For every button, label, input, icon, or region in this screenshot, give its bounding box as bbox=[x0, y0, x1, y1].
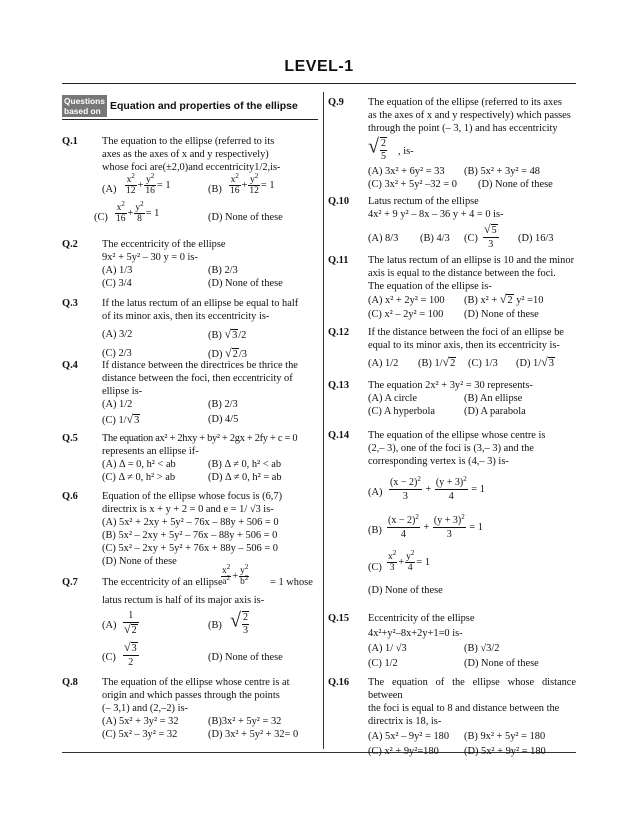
question-number: Q.16 bbox=[328, 677, 350, 688]
question-number: Q.5 bbox=[62, 433, 78, 444]
option-b-expr: $\frac{(x - 2)^2}{4}$ + $\frac{(y + 3)^2}{3}$ = 1 bbox=[388, 513, 483, 540]
option-b: (B) An ellipse bbox=[464, 393, 523, 404]
question-number: Q.6 bbox=[62, 491, 78, 502]
option-c: (C) Δ ≠ 0, h² > ab bbox=[102, 472, 176, 483]
question-stem: The equation of the ellipse whose centre is at bbox=[102, 677, 290, 688]
option-a: (A) 5x² – 9y² = 180 bbox=[368, 731, 450, 742]
option-a: (A) 5x² + 2xy + 5y² – 76x – 88y + 506 = 0 bbox=[102, 517, 279, 528]
option-a-label: (A) bbox=[368, 487, 383, 498]
option-d: (D) A parabola bbox=[464, 406, 526, 417]
option-d: (D) None of these bbox=[208, 212, 283, 223]
option-a-label: (A) bbox=[102, 184, 117, 195]
option-c: (C) 1/2 bbox=[368, 658, 398, 669]
option-d: (D) None of these bbox=[478, 179, 553, 190]
option-d: (D) 4/5 bbox=[208, 414, 239, 425]
option-b: (B) x² + √2 y² =10 bbox=[464, 292, 544, 306]
option-row bbox=[102, 172, 318, 203]
option-b-expr: √ $\frac{2}{3}$ bbox=[230, 609, 248, 636]
question-number: Q.9 bbox=[328, 97, 344, 108]
question-stem: If the latus rectum of an ellipse be equal to half bbox=[102, 298, 299, 309]
question-stem: The equation of the ellipse (referred to its axes bbox=[368, 97, 562, 108]
section-heading: Equation and properties of the ellipse bbox=[110, 100, 298, 112]
option-c: (C) 2/3 bbox=[102, 348, 132, 359]
option-b-label: (B) bbox=[208, 184, 222, 195]
option-row bbox=[368, 476, 576, 508]
question-number: Q.4 bbox=[62, 360, 78, 371]
option-b: (B) Δ ≠ 0, h² < ab bbox=[208, 459, 282, 470]
option-b-label: (B) bbox=[208, 620, 222, 631]
option-b: (B) 2/3 bbox=[208, 399, 238, 410]
option-row bbox=[368, 514, 576, 546]
question-stem: Equation of the ellipse whose focus is (6,7) bbox=[102, 491, 283, 502]
question-stem: The equation ax² + 2hxy + by² + 2gx + 2fy + c = 0 bbox=[102, 433, 298, 444]
title-rule bbox=[62, 83, 576, 84]
option-c: (C) 5x² – 3y² = 32 bbox=[102, 729, 178, 740]
option-d: (D) √2/3 bbox=[208, 346, 247, 360]
option-a: (A) 3/2 bbox=[102, 329, 133, 340]
option-a: (A) 8/3 bbox=[368, 233, 399, 244]
option-c-label: (C) bbox=[464, 233, 478, 244]
question-number: Q.12 bbox=[328, 327, 350, 338]
option-c: (C) 1/3 bbox=[468, 358, 498, 369]
question-stem: axes as the axes of x and y respectively) bbox=[102, 149, 269, 160]
question-stem: (2,– 3), one of the foci is (3,– 3) and the bbox=[368, 443, 534, 454]
question-stem: equal to its minor axis, then its eccentricity is- bbox=[368, 340, 560, 351]
option-d: (D) 5x² + 9y² = 180 bbox=[464, 746, 546, 757]
option-b: (B) 4/3 bbox=[420, 233, 450, 244]
option-c-expr: $\frac{x^2}{16}$ + $\frac{y^2}{8}$ = 1 bbox=[116, 200, 160, 224]
option-d: (D) 1/√3 bbox=[516, 355, 554, 369]
question-number: Q.14 bbox=[328, 430, 350, 441]
option-b: (B) 5x² – 2xy + 5y² – 76x – 88y + 506 = 0 bbox=[102, 530, 278, 541]
question-stem: The latus rectum of an ellipse is 10 and the minor bbox=[368, 255, 575, 266]
option-c: (C) 3/4 bbox=[102, 278, 132, 289]
option-d: (D) None of these bbox=[368, 585, 443, 596]
option-b-expr: $\frac{x^2}{16}$ + $\frac{y^2}{12}$ = 1 bbox=[230, 172, 275, 196]
question-stem: The equation of the ellipse whose distance between bbox=[368, 677, 576, 701]
option-c: (C) 3x² + 5y² –32 = 0 bbox=[368, 179, 457, 190]
question-stem: of its minor axis, then its eccentricity is- bbox=[102, 311, 270, 322]
option-a-label: (A) bbox=[102, 620, 117, 631]
option-c-expr: $\frac{x^2}{3}$ + $\frac{y^2}{4}$ = 1 bbox=[388, 549, 431, 573]
option-c: (C) x² + 9y²=180 bbox=[368, 746, 439, 757]
question-stem: represents an ellipse if- bbox=[102, 446, 199, 457]
option-d: (D) None of these bbox=[208, 278, 283, 289]
option-row bbox=[102, 641, 318, 671]
question-stem: The equation of the ellipse is- bbox=[368, 281, 492, 292]
option-c-label: (C) bbox=[368, 562, 382, 573]
question-stem: The equation to the ellipse (referred to its bbox=[102, 136, 275, 147]
page-title: LEVEL-1 bbox=[284, 58, 354, 75]
question-stem: directrix is x + y + 2 = 0 and e = 1/ √3 is- bbox=[102, 504, 274, 515]
question-stem: latus rectum is half of its major axis is- bbox=[102, 595, 265, 606]
section-badge: Questions based on bbox=[62, 95, 107, 117]
question-stem: 9x² + 5y² – 30 y = 0 is- bbox=[102, 252, 198, 263]
column-divider bbox=[323, 92, 324, 749]
option-d: (D) Δ ≠ 0, h² = ab bbox=[208, 472, 282, 483]
option-b: (B) 5x² + 3y² = 48 bbox=[464, 166, 540, 177]
option-d: (D) None of these bbox=[208, 652, 283, 663]
option-a: (A) 1/2 bbox=[368, 358, 399, 369]
option-b: (B)3x² + 5y² = 32 bbox=[208, 716, 282, 727]
option-a: (A) 1/2 bbox=[102, 399, 133, 410]
question-stem: 4x² + 9 y² – 8x – 36 y + 4 = 0 is- bbox=[368, 209, 504, 220]
question-number: Q.3 bbox=[62, 298, 78, 309]
option-a: (A) A circle bbox=[368, 393, 418, 404]
question-stem: (– 3,1) and (2,–2) is- bbox=[102, 703, 188, 714]
option-d: (D) 3x² + 5y² + 32= 0 bbox=[208, 729, 299, 740]
question-number: Q.10 bbox=[328, 196, 350, 207]
option-d: (D) None of these bbox=[102, 556, 177, 567]
question-stem: the foci is equal to 8 and distance between the bbox=[368, 703, 560, 714]
option-d: (D) None of these bbox=[464, 309, 539, 320]
option-b: (B) 2/3 bbox=[208, 265, 238, 276]
option-a-expr: $\frac{1}{√2}$ bbox=[124, 610, 137, 636]
option-c: (C) 5x² – 2xy + 5y² + 76x + 88y – 506 = 0 bbox=[102, 543, 279, 554]
question-stem: The eccentricity of the ellipse bbox=[102, 239, 226, 250]
question-stem: distance between the foci, then eccentricity of bbox=[102, 373, 293, 384]
option-c: (C) A hyperbola bbox=[368, 406, 435, 417]
question-number: Q.11 bbox=[328, 255, 349, 266]
question-stem: directrix is 18, is- bbox=[368, 716, 442, 727]
option-a-expr: $\frac{x^2}{12}$ + $\frac{y^2}{16}$ = 1 bbox=[126, 172, 171, 196]
question-stem: ellipse is- bbox=[102, 386, 143, 397]
question-number: Q.8 bbox=[62, 677, 78, 688]
question-stem: origin and which passes through the points bbox=[102, 690, 280, 701]
option-a: (A) 1/ √3 bbox=[368, 643, 407, 654]
option-b: (B) √3/2 bbox=[464, 643, 500, 654]
option-row bbox=[368, 223, 576, 253]
option-a: (A) x² + 2y² = 100 bbox=[368, 295, 445, 306]
option-a: (A) 1/3 bbox=[102, 265, 133, 276]
option-a-expr: $\frac{(x - 2)^2}{3}$ + $\frac{(y + 3)^2}{4}$ = 1 bbox=[390, 475, 485, 502]
option-row bbox=[368, 549, 576, 582]
question-stem: Latus rectum of the ellipse bbox=[368, 196, 479, 207]
question-stem: axis is equal to the distance between the foci. bbox=[368, 268, 556, 279]
question-stem: √ $\frac{2}{5}$ , is- bbox=[368, 135, 414, 162]
question-stem: The eccentricity of an ellipse $\frac{x^2}{a^2}$ + $\frac{y^2}{b^2}$ = 1 whose bbox=[102, 563, 313, 588]
option-d: (D) 16/3 bbox=[518, 233, 554, 244]
section-rule bbox=[62, 119, 318, 120]
question-stem: whose foci are(±2,0)and eccentricity1/2,is- bbox=[102, 162, 281, 173]
option-c-expr: $\frac{√5}{3}$ bbox=[484, 222, 497, 250]
question-stem: If distance between the directrices be thrice the bbox=[102, 360, 298, 371]
question-stem: corresponding vertex is (4,– 3) is- bbox=[368, 456, 509, 467]
question-stem: 4x²+y²–8x+2y+1=0 is- bbox=[368, 628, 463, 639]
question-stem: If the distance between the foci of an ellipse be bbox=[368, 327, 564, 338]
option-c: (C) 1/√3 bbox=[102, 412, 140, 426]
option-row bbox=[94, 200, 318, 231]
question-stem: as the axes of x and y respectively) which passes bbox=[368, 110, 571, 121]
question-stem: through the point (– 3, 1) and has eccentricity bbox=[368, 123, 558, 134]
option-a: (A) Δ = 0, h² < ab bbox=[102, 459, 176, 470]
option-b: (B) √3/2 bbox=[208, 327, 247, 341]
option-d: (D) None of these bbox=[464, 658, 539, 669]
question-stem: Eccentricity of the ellipse bbox=[368, 613, 475, 624]
question-stem: The equation 2x² + 3y² = 30 represents- bbox=[368, 380, 533, 391]
option-b: (B) 9x² + 5y² = 180 bbox=[464, 731, 546, 742]
option-a: (A) 3x² + 6y² = 33 bbox=[368, 166, 445, 177]
option-a: (A) 5x² + 3y² = 32 bbox=[102, 716, 179, 727]
option-b: (B) 1/√2 bbox=[418, 355, 456, 369]
option-c-label: (C) bbox=[102, 652, 116, 663]
option-row bbox=[102, 609, 318, 641]
option-c-expr: $\frac{√3}{2}$ bbox=[124, 640, 137, 668]
question-number: Q.7 bbox=[62, 577, 78, 588]
option-c-label: (C) bbox=[94, 212, 108, 223]
question-number: Q.1 bbox=[62, 136, 78, 147]
question-number: Q.2 bbox=[62, 239, 78, 250]
question-number: Q.15 bbox=[328, 613, 350, 624]
question-number: Q.13 bbox=[328, 380, 350, 391]
option-c: (C) x² – 2y² = 100 bbox=[368, 309, 444, 320]
option-b-label: (B) bbox=[368, 525, 382, 536]
question-stem: The equation of the ellipse whose centre is bbox=[368, 430, 546, 441]
